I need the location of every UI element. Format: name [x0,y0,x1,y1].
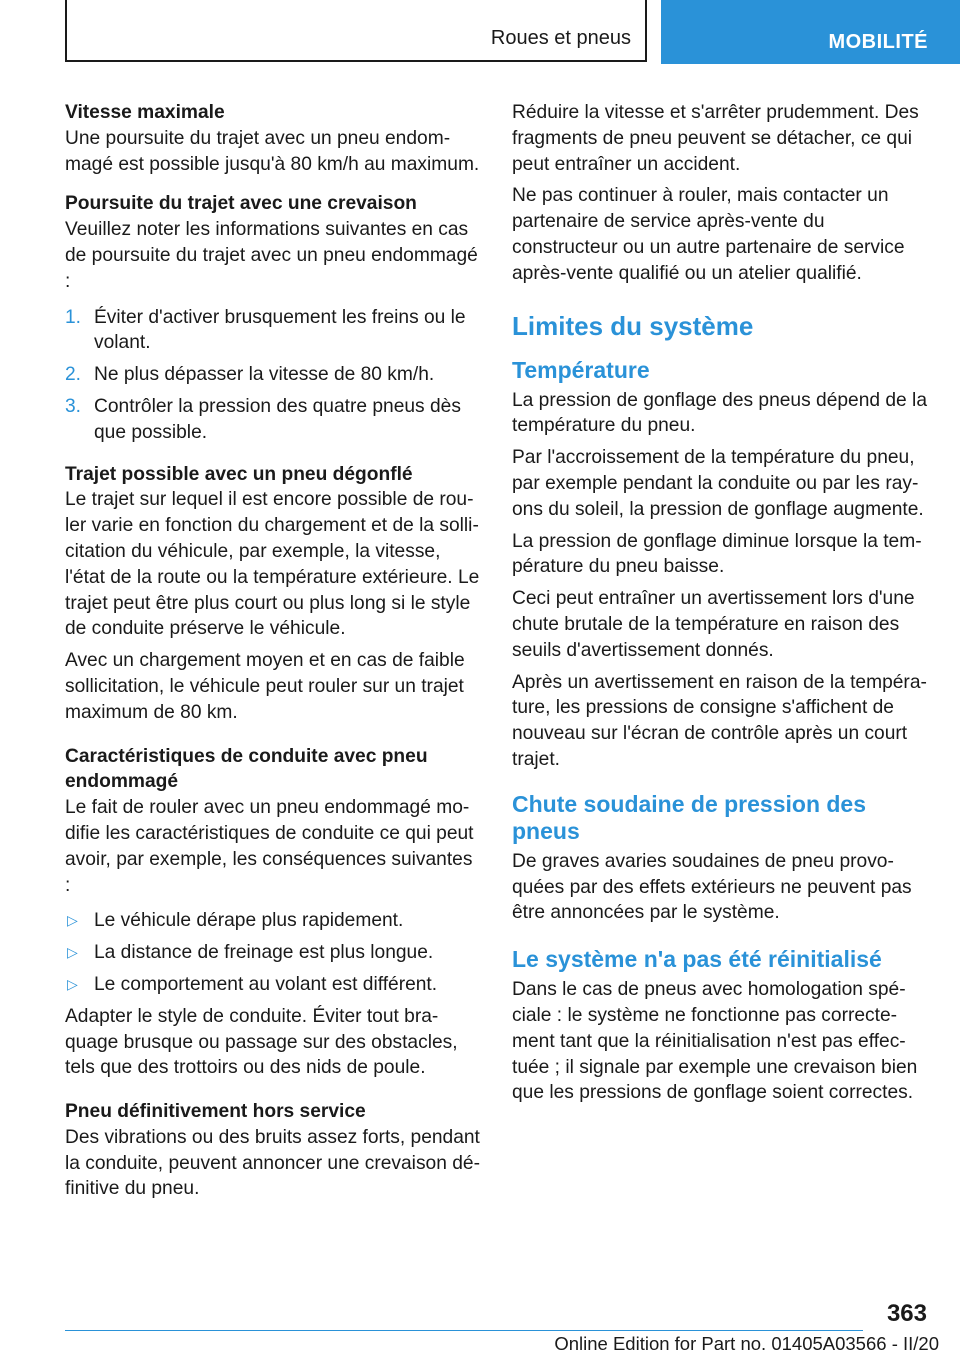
list-item [65,908,480,934]
heading-systeme-non-reinitialise: Le système n'a pas été réinitialisé [512,946,882,973]
section-systeme-non-reinitialise [512,946,927,1106]
footer-edition-text: Online Edition for Part no. 01405A03566 - II/20 [554,1333,939,1354]
heading-vitesse-maximale: Vitesse maximale [65,102,225,123]
right-column [512,100,927,1106]
page-number: 363 [886,1300,927,1327]
list-number: 1. [65,306,82,328]
list-item [65,972,480,998]
paragraph: Veuillez noter les informations suivantes en cas de poursuite du trajet avec un pneu endommagé : [65,219,478,292]
paragraph: Après un avertissement en raison de la température, les pressions de consigne s'affichent de nouveau sur l'écran de contrôle après un court trajet. [512,671,927,770]
list-item [65,394,480,446]
paragraph: Le fait de rouler avec un pneu endommagé modifie les caractéristiques de conduite ce qui peut avoir, par exemple, les conséquences suivantes : [65,797,474,896]
chapter-title: MOBILITÉ [828,31,928,53]
paragraph: Dans le cas de pneus avec homologation spéciale : le système ne fonctionne pas correctement tant que la réinitialisation n'est pas effectuée ; il signale par exemple une crevaison bien que les pressions de gonflage soient correctes. [512,979,918,1104]
section-pneu-definitif [65,1099,480,1202]
triangle-bullet-icon: ▷ [67,912,78,929]
paragraph: Ceci peut entraîner un avertissement lors d'une chute brutale de la température en raison des seuils d'avertissement donnés. [512,588,915,661]
heading-limites-du-systeme: Limites du système [512,310,754,341]
list-item-text: Le comportement au volant est différent. [94,973,438,995]
paragraph: Adapter le style de conduite. Éviter tout braquage brusque ou passage sur des obstacles, tels que des trottoirs ou des nids de poule. [65,1005,458,1079]
triangle-bullet-icon: ▷ [67,944,78,961]
section-caracteristiques [65,744,480,1082]
list-number: 3. [65,395,82,417]
section-trajet-possible [65,462,480,726]
section-header-box [65,0,647,62]
paragraph: Une poursuite du trajet avec un pneu endommagé est possible jusqu'à 80 km/h au maximum. [65,127,480,175]
list-item-text: Ne plus dépasser la vitesse de 80 km/h. [94,364,435,386]
paragraph: Avec un chargement moyen et en cas de faible sollicitation, le véhicule peut rouler sur un trajet maximum de 80 km. [65,650,465,723]
list-item-text: Le véhicule dérape plus rapidement. [94,910,404,932]
footer-divider [65,1330,863,1331]
paragraph: La pression de gonflage diminue lorsque la température du pneu baisse. [512,530,922,578]
list-item-text: Contrôler la pression des quatre pneus dès que possible. [94,395,461,443]
paragraph: Des vibrations ou des bruits assez forts, pendant la conduite, peuvent annoncer une crevaison définitive du pneu. [65,1126,480,1200]
list-item [65,940,480,966]
list-item-text: Éviter d'activer brusquement les freins ou le volant. [94,306,466,354]
list-item [65,305,480,357]
section-title: Roues et pneus [490,27,631,49]
list-item [65,362,480,388]
heading-chute-soudaine: Chute soudaine de pression des pneus [512,790,867,844]
section-temperature [512,357,927,773]
paragraph: Le trajet sur lequel il est encore possible de rouler varie en fonction du chargement et de la sollicitation du véhicule, par exemple, la vitesse, l'état de la route ou la température extérieure. Le trajet peut être plus court ou plus long si le style de conduite préserve le véhicule. [65,489,480,640]
bullet-list [65,908,480,997]
paragraph: La pression de gonflage des pneus dépend de la température du pneu. [512,389,927,437]
chapter-tab [661,0,960,64]
section-poursuite-crevaison [65,191,480,445]
heading-poursuite-crevaison: Poursuite du trajet avec une crevaison [65,193,417,215]
section-vitesse-maximale [65,100,480,177]
heading-temperature: Température [512,356,650,383]
paragraph: Réduire la vitesse et s'arrêter prudemment. Des fragments de pneu peuvent se détacher, ce qui peut entraîner un accident. [512,102,919,175]
page-header [0,0,960,66]
left-column [65,100,480,1216]
paragraph: De graves avaries soudaines de pneu provoquées par des effets extérieurs ne peuvent pas être annoncées par le système. [512,850,912,924]
numbered-list [65,305,480,446]
paragraph: Ne pas continuer à rouler, mais contacter un partenaire de service après-vente du constructeur ou un autre partenaire de service après-vente qualifié ou un atelier qualifié. [512,185,905,284]
list-item-text: La distance de freinage est plus longue. [94,942,434,964]
list-number: 2. [65,364,82,386]
paragraph: Par l'accroissement de la température du pneu, par exemple pendant la conduite ou par les rayons du soleil, la pression de gonflage augmente. [512,447,924,520]
heading-trajet-possible: Trajet possible avec un pneu dégonflé [65,463,413,485]
triangle-bullet-icon: ▷ [67,975,78,992]
heading-caracteristiques: Caractéristiques de conduite avec pneu endommagé [65,745,428,793]
section-chute-soudaine [512,791,927,926]
heading-pneu-definitif: Pneu définitivement hors service [65,1101,366,1123]
